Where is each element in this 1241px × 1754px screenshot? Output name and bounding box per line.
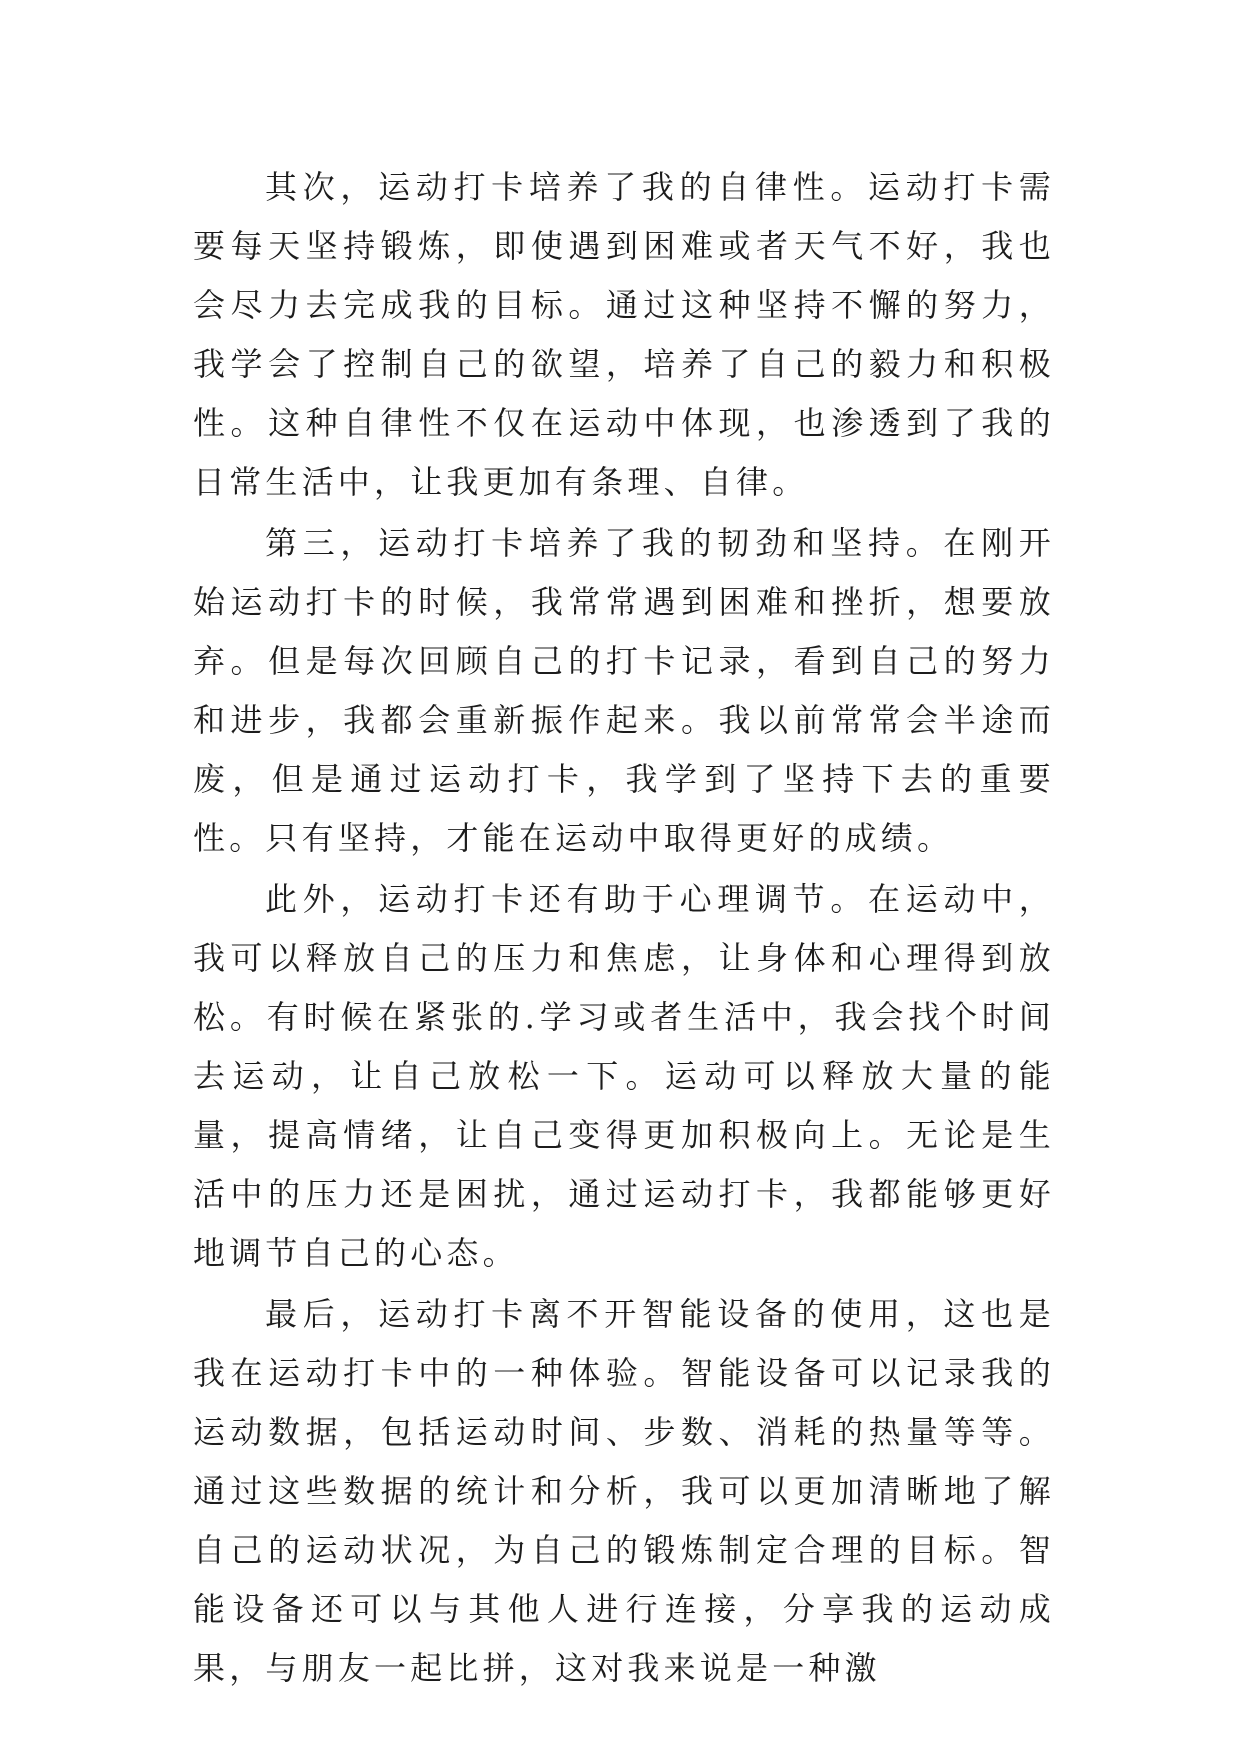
paragraph-smart-devices: 最后，运动打卡离不开智能设备的使用，这也是我在运动打卡中的一种体验。智能设备可以记录我的运动数据，包括运动时间、步数、消耗的热量等等。通过这些数据的统计和分析，我可以更加清晰地了解自己的运动状况，为自己的锻炼制定合理的目标。智能设备还可以与其他人进行连接，分享我的运动成果，与朋友一起比拼，这对我来说是一种激	[193, 1295, 1055, 1687]
paragraph-self-discipline: 其次，运动打卡培养了我的自律性。运动打卡需要每天坚持锻炼，即使遇到困难或者天气不好，我也会尽力去完成我的目标。通过这种坚持不懈的努力，我学会了控制自己的欲望，培养了自己的毅力和积极性。这种自律性不仅在运动中体现，也渗透到了我的日常生活中，让我更加有条理、自律。	[193, 168, 1055, 501]
document-body	[193, 158, 1055, 1700]
paragraph-perseverance: 第三，运动打卡培养了我的韧劲和坚持。在刚开始运动打卡的时候，我常常遇到困难和挫折，想要放弃。但是每次回顾自己的打卡记录，看到自己的努力和进步，我都会重新振作起来。我以前常常会半途而废，但是通过运动打卡，我学到了坚持下去的重要性。只有坚持，才能在运动中取得更好的成绩。	[193, 524, 1055, 857]
paragraph-mental-regulation: 此外，运动打卡还有助于心理调节。在运动中，我可以释放自己的压力和焦虑，让身体和心理得到放松。有时候在紧张的.学习或者生活中，我会找个时间去运动，让自己放松一下。运动可以释放大量的能量，提高情绪，让自己变得更加积极向上。无论是生活中的压力还是困扰，通过运动打卡，我都能够更好地调节自己的心态。	[193, 880, 1055, 1272]
